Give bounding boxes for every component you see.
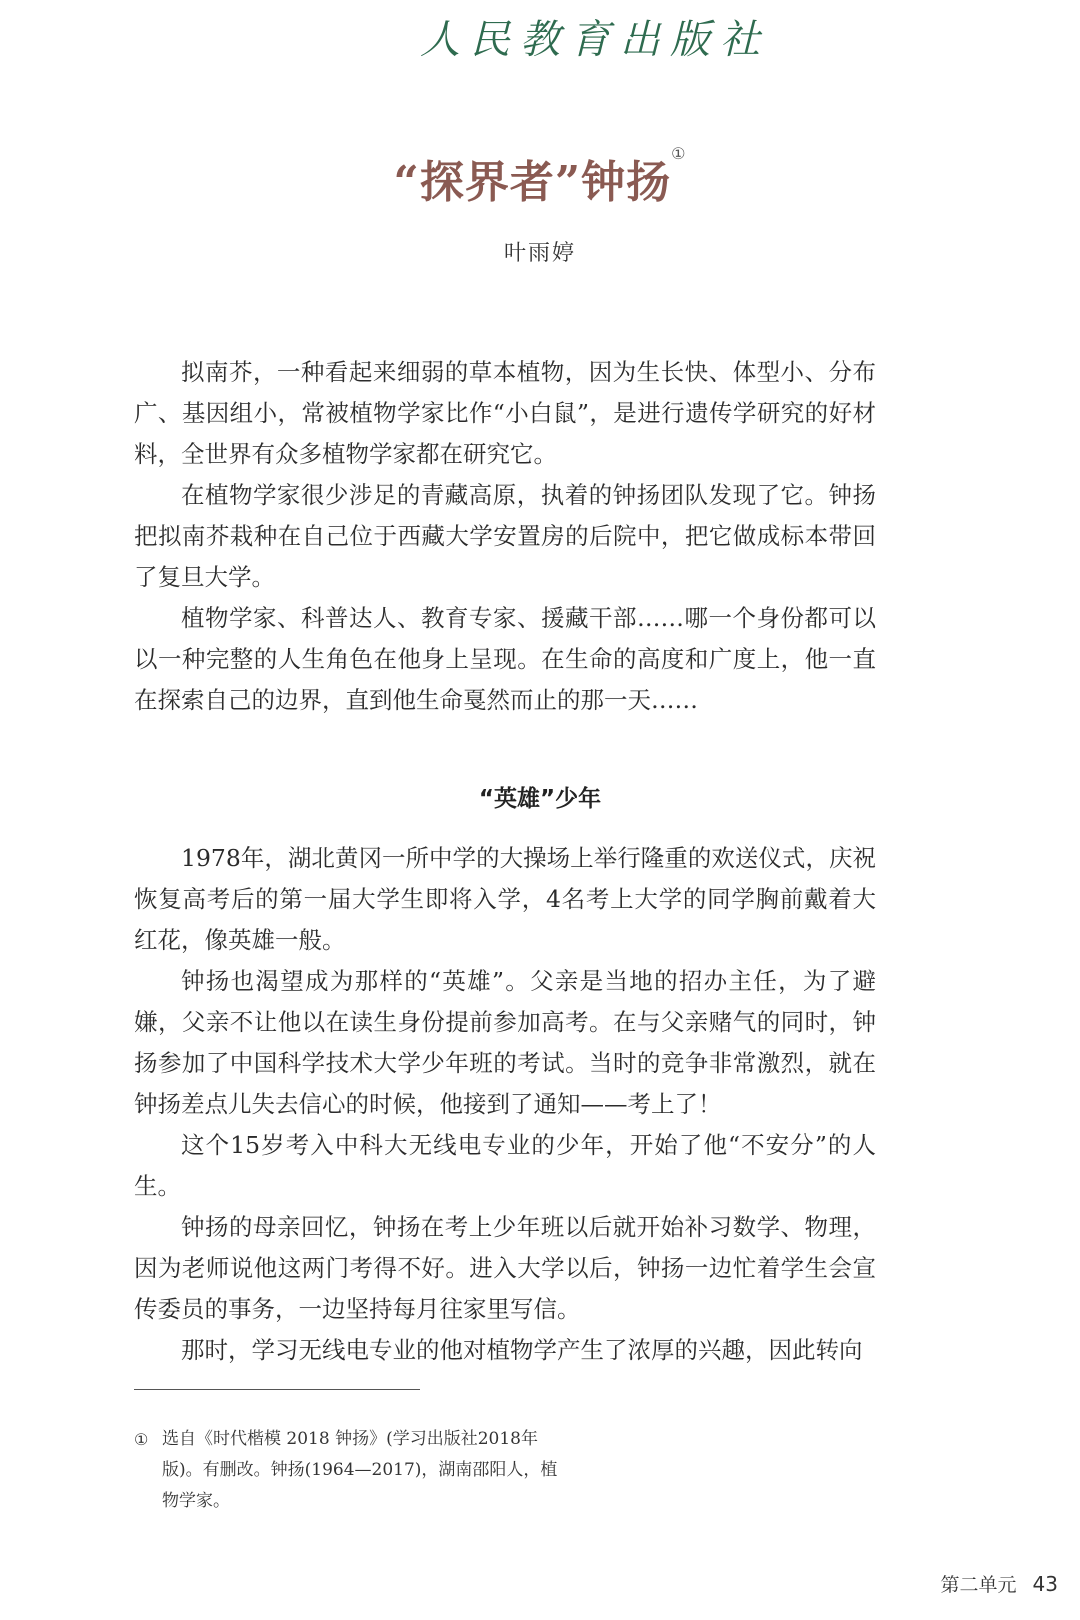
section-heading: “英雄”少年 — [478, 786, 602, 812]
paragraph: 这个15岁考入中科大无线电专业的少年，开始了他“不安分”的人生。 — [134, 1131, 876, 1200]
paragraph: 植物学家、科普达人、教育专家、援藏干部……哪一个身份都可以以一种完整的人生角色在他身上呈现。在生命的高度和广度上，他一直在探索自己的边界，直到他生命戛然而止的那一天…… — [134, 604, 876, 714]
paragraph: 1978年，湖北黄冈一所中学的大操场上举行隆重的欢送仪式，庆祝恢复高考后的第一届大学生即将入学，4名考上大学的同学胸前戴着大红花，像英雄一般。 — [134, 844, 876, 954]
paragraph: 钟扬的母亲回忆，钟扬在考上少年班以后就开始补习数学、物理，因为老师说他这两门考得不好。进入大学以后，钟扬一边忙着学生会宣传委员的事务，一边坚持每月往家里写信。 — [134, 1213, 876, 1323]
publisher-logo: 人民教育出版社 — [420, 17, 770, 63]
unit-label: 第二单元 — [940, 1574, 1017, 1596]
page-footer — [941, 1570, 1058, 1597]
footnote-text: 选自《时代楷模 2018 钟扬》(学习出版社2018年版)。有删改。钟扬(1964—2017)，湖南邵阳人，植物学家。 — [162, 1429, 558, 1511]
intro-text-block — [134, 352, 876, 721]
footnote — [134, 1424, 574, 1517]
footnote-divider — [134, 1389, 420, 1390]
footnote-reference-mark: ① — [671, 144, 687, 163]
paragraph: 在植物学家很少涉足的青藏高原，执着的钟扬团队发现了它。钟扬把拟南芥栽种在自己位于西藏大学安置房的后院中，把它做成标本带回了复旦大学。 — [134, 481, 876, 591]
article-author: 叶雨婷 — [503, 241, 576, 266]
page-number: 43 — [1032, 1572, 1058, 1596]
article-title-text: “探界者”钟扬 — [393, 157, 672, 208]
article-title — [0, 146, 1080, 210]
paragraph: 那时，学习无线电专业的他对植物学产生了浓厚的兴趣，因此转向 — [181, 1336, 863, 1364]
footnote-mark: ① — [134, 1430, 149, 1449]
section-text-block — [134, 838, 876, 1371]
paragraph: 拟南芥，一种看起来细弱的草本植物，因为生长快、体型小、分布广、基因组小，常被植物学家比作“小白鼠”，是进行遗传学研究的好材料，全世界有众多植物学家都在研究它。 — [134, 358, 876, 468]
paragraph: 钟扬也渴望成为那样的“英雄”。父亲是当地的招办主任，为了避嫌，父亲不让他以在读生身份提前参加高考。在与父亲赌气的同时，钟扬参加了中国科学技术大学少年班的考试。当时的竞争非常激烈，就在钟扬差点儿失去信心的时候，他接到了通知——考上了！ — [134, 967, 876, 1118]
